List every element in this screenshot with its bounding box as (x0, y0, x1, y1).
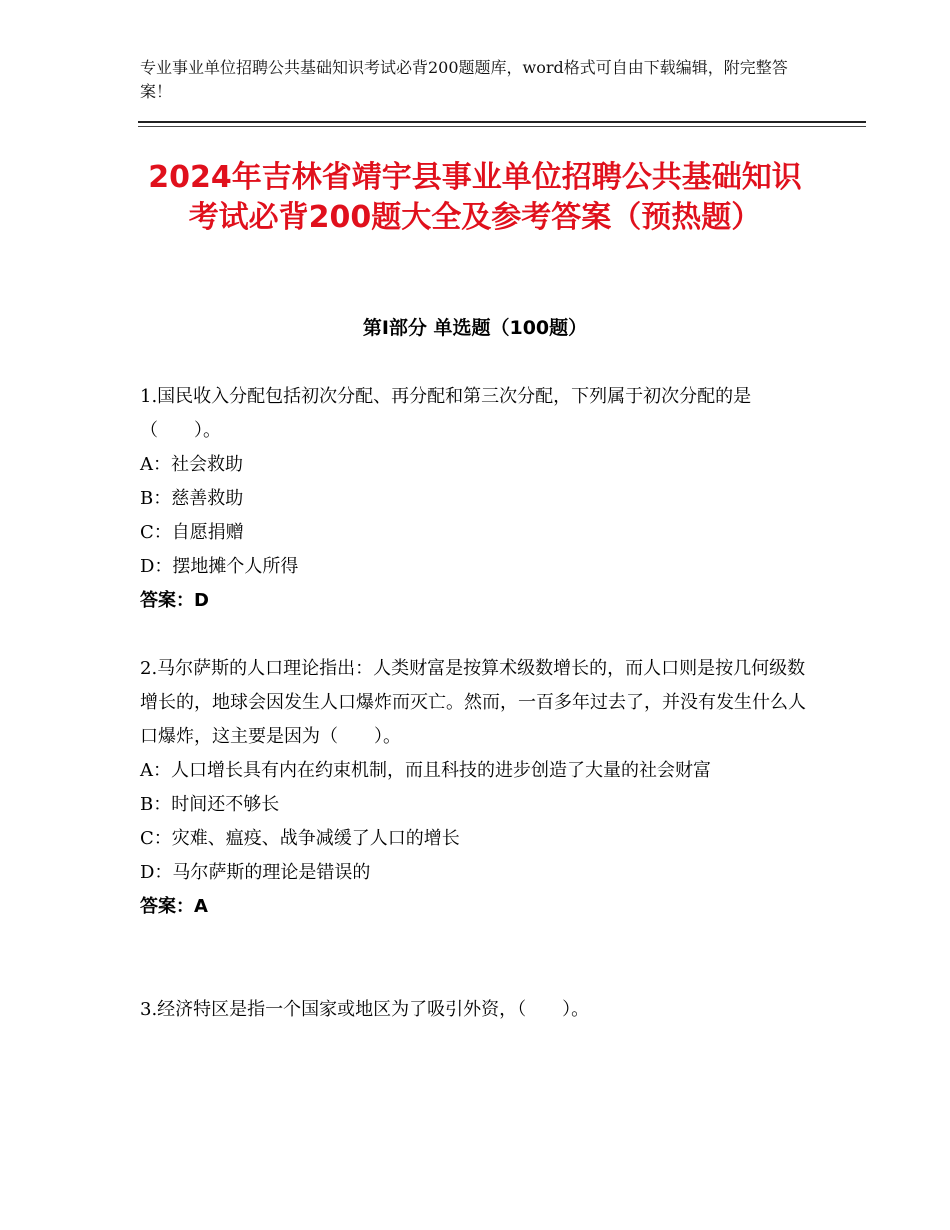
option-b: B：慈善救助 (140, 488, 244, 509)
option-a: A：人口增长具有内在约束机制，而且科技的进步创造了大量的社会财富 (140, 760, 711, 781)
question-stem: 2.马尔萨斯的人口理论指出：人类财富是按算术级数增长的，而人口则是按几何级数增长的，地球会因发生人口爆炸而灭亡。然而，一百多年过去了，并没有发生什么人口爆炸，这主要是因为（ ）。 (140, 658, 806, 747)
option-c: C：灾难、瘟疫、战争减缓了人口的增长 (140, 828, 460, 849)
document-title: 2024年吉林省靖宇县事业单位招聘公共基础知识考试必背200题大全及参考答案（预热题） (148, 160, 802, 235)
option-c: C：自愿捐赠 (140, 522, 244, 543)
question-block (140, 380, 810, 618)
section-title: 第Ⅰ部分 单选题（100题） (362, 317, 588, 339)
question-stem: 1.国民收入分配包括初次分配、再分配和第三次分配，下列属于初次分配的是（ ）。 (140, 386, 752, 441)
option-d: D：马尔萨斯的理论是错误的 (140, 862, 371, 883)
option-a: A：社会救助 (140, 454, 243, 475)
header-rule-thin (138, 126, 866, 127)
question-block (140, 652, 810, 924)
answer-line: 答案：D (140, 590, 209, 611)
option-d: D：摆地摊个人所得 (140, 556, 299, 577)
answer-line: 答案：A (140, 896, 208, 917)
question-block (140, 993, 810, 1027)
header-note: 专业事业单位招聘公共基础知识考试必背200题题库，word格式可自由下载编辑，附完整答案！ (140, 58, 788, 101)
header-rule-thick (138, 121, 866, 123)
question-stem: 3.经济特区是指一个国家或地区为了吸引外资，（ ）。 (140, 999, 590, 1020)
option-b: B：时间还不够长 (140, 794, 280, 815)
